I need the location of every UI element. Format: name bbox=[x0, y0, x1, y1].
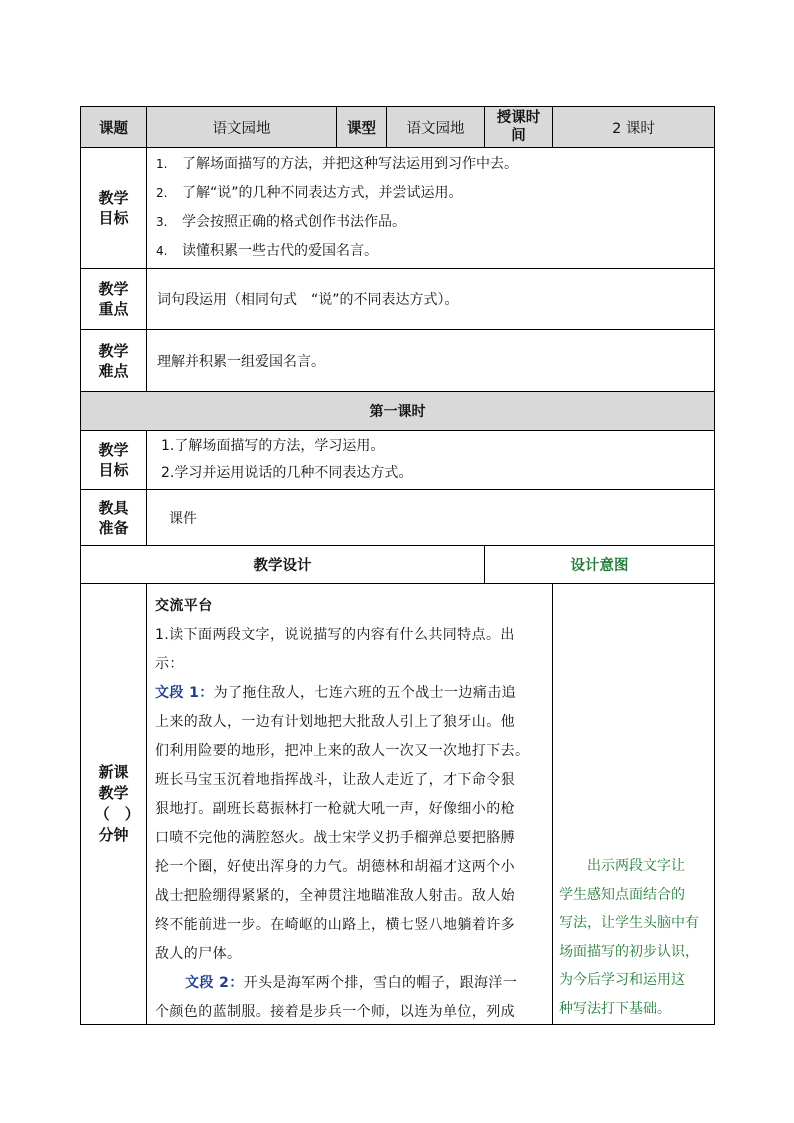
teaching-design-scroll bbox=[155, 592, 552, 1024]
label-teaching-tools-text: 教具准备 bbox=[98, 498, 129, 537]
question-line: 示： bbox=[155, 656, 184, 672]
paragraph-line: 抡一个圈，好使出浑身的力气。胡德林和胡福才这两个小 bbox=[155, 859, 515, 875]
label-lesson-type: 课型 bbox=[337, 107, 387, 148]
label-lesson-goals-text: 教学目标 bbox=[98, 441, 129, 479]
label-teaching-goals bbox=[81, 148, 147, 269]
label-difficulties-text: 教学难点 bbox=[98, 341, 129, 380]
label-teaching-goals-text: 教学目标 bbox=[98, 189, 129, 227]
intent-line: 写法，让学生头脑中有 bbox=[559, 915, 699, 931]
label-teaching-tools bbox=[81, 490, 147, 546]
goal-item bbox=[147, 179, 714, 208]
goal-text: 了解场面描写的方法，并把这种写法运用到习作中去。 bbox=[182, 156, 518, 172]
design-intent-content bbox=[553, 584, 715, 1025]
lesson-type-value: 语文园地 bbox=[387, 107, 485, 148]
goal-item bbox=[147, 208, 714, 237]
intent-line: 为今后学习和运用这 bbox=[559, 972, 685, 988]
class-time-value: 2 课时 bbox=[553, 107, 715, 148]
difficulties: 理解并积累一组爱国名言。 bbox=[147, 330, 715, 392]
topic-value: 语文园地 bbox=[147, 107, 337, 148]
goal-text: 读懂积累一些古代的爱国名言。 bbox=[182, 243, 378, 259]
paragraph-line: 战士把脸绷得紧紧的，全神贯注地瞄准敌人射击。敌人始 bbox=[155, 888, 515, 904]
paragraph-line: 狠地打。副班长葛振林打一枪就大吼一声，好像细小的枪 bbox=[155, 801, 515, 817]
paragraph-line: 上来的敌人，一边有计划地把大批敌人引上了狼牙山。他 bbox=[155, 714, 515, 730]
paragraph-text: 开头是海军两个排，雪白的帽子，跟海洋一 bbox=[243, 975, 518, 991]
teaching-tools: 课件 bbox=[147, 490, 715, 546]
lesson-one-title: 第一课时 bbox=[81, 392, 715, 431]
paragraph-two-label: 文段 2： bbox=[185, 975, 244, 991]
goal-number: 2. bbox=[156, 186, 168, 200]
teaching-design-content bbox=[147, 584, 553, 1025]
label-difficulties bbox=[81, 330, 147, 392]
goal-text: 学会按照正确的格式创作书法作品。 bbox=[182, 214, 406, 230]
paragraph-line: 们利用险要的地形，把冲上来的敌人一次又一次地打下去。 bbox=[155, 743, 530, 759]
paragraph-line: 个颜色的蓝制服。接着是步兵一个师，以连为单位，列成 bbox=[155, 1004, 515, 1020]
goal-item bbox=[147, 150, 714, 179]
paragraph-line: 终不能前进一步。在崎岖的山路上，横七竖八地躺着许多 bbox=[155, 917, 515, 933]
label-key-points-text: 教学重点 bbox=[98, 280, 129, 318]
goal-number: 1. bbox=[156, 157, 168, 171]
lesson-goal-item: 2.学习并运用说话的几种不同表达方式。 bbox=[161, 465, 413, 481]
platform-heading: 交流平台 bbox=[155, 598, 213, 614]
label-topic: 课题 bbox=[81, 107, 147, 148]
paragraph-one-label: 文段 1： bbox=[155, 685, 214, 701]
key-points: 词句段运用（相同句式 “说”的不同表达方式）。 bbox=[147, 269, 715, 330]
intent-line: 出示两段文字让 bbox=[559, 858, 685, 874]
goal-item bbox=[147, 237, 714, 266]
goal-number: 4. bbox=[156, 244, 168, 258]
paragraph-line: 敌人的尸体。 bbox=[155, 946, 242, 962]
design-intent-header: 设计意图 bbox=[485, 546, 715, 584]
goal-text: 了解“说”的几种不同表达方式，并尝试运用。 bbox=[182, 185, 463, 201]
paragraph-text: 为了拖住敌人，七连六班的五个战士一边痛击追 bbox=[213, 685, 517, 701]
question-line: 1.读下面两段文字，说说描写的内容有什么共同特点。出 bbox=[155, 627, 515, 643]
label-new-lesson-text: 新课教学（ ）分钟 bbox=[94, 763, 133, 844]
label-key-points bbox=[81, 269, 147, 330]
paragraph-line bbox=[155, 679, 552, 708]
intent-line: 学生感知点面结合的 bbox=[559, 886, 685, 903]
intent-line: 种写法打下基础。 bbox=[559, 1000, 671, 1017]
teaching-design-header: 教学设计 bbox=[81, 546, 485, 584]
paragraph-line: 口喷不完他的满腔怒火。战士宋学义扔手榴弹总要把胳膊 bbox=[155, 830, 515, 846]
goal-number: 3. bbox=[156, 215, 168, 229]
label-class-time: 授课时间 bbox=[485, 107, 553, 148]
intent-line: 场面描写的初步认识， bbox=[559, 943, 699, 960]
paragraph-line bbox=[155, 969, 552, 998]
lesson-plan-table bbox=[80, 106, 715, 1025]
lesson-goals bbox=[147, 431, 715, 490]
lesson-goal-item: 1.了解场面描写的方法，学习运用。 bbox=[161, 438, 385, 454]
teaching-goals bbox=[147, 148, 715, 269]
paragraph-line: 班长马宝玉沉着地指挥战斗，让敌人走近了，才下命令狠 bbox=[155, 772, 515, 788]
label-new-lesson bbox=[81, 584, 147, 1025]
label-lesson-goals bbox=[81, 431, 147, 490]
